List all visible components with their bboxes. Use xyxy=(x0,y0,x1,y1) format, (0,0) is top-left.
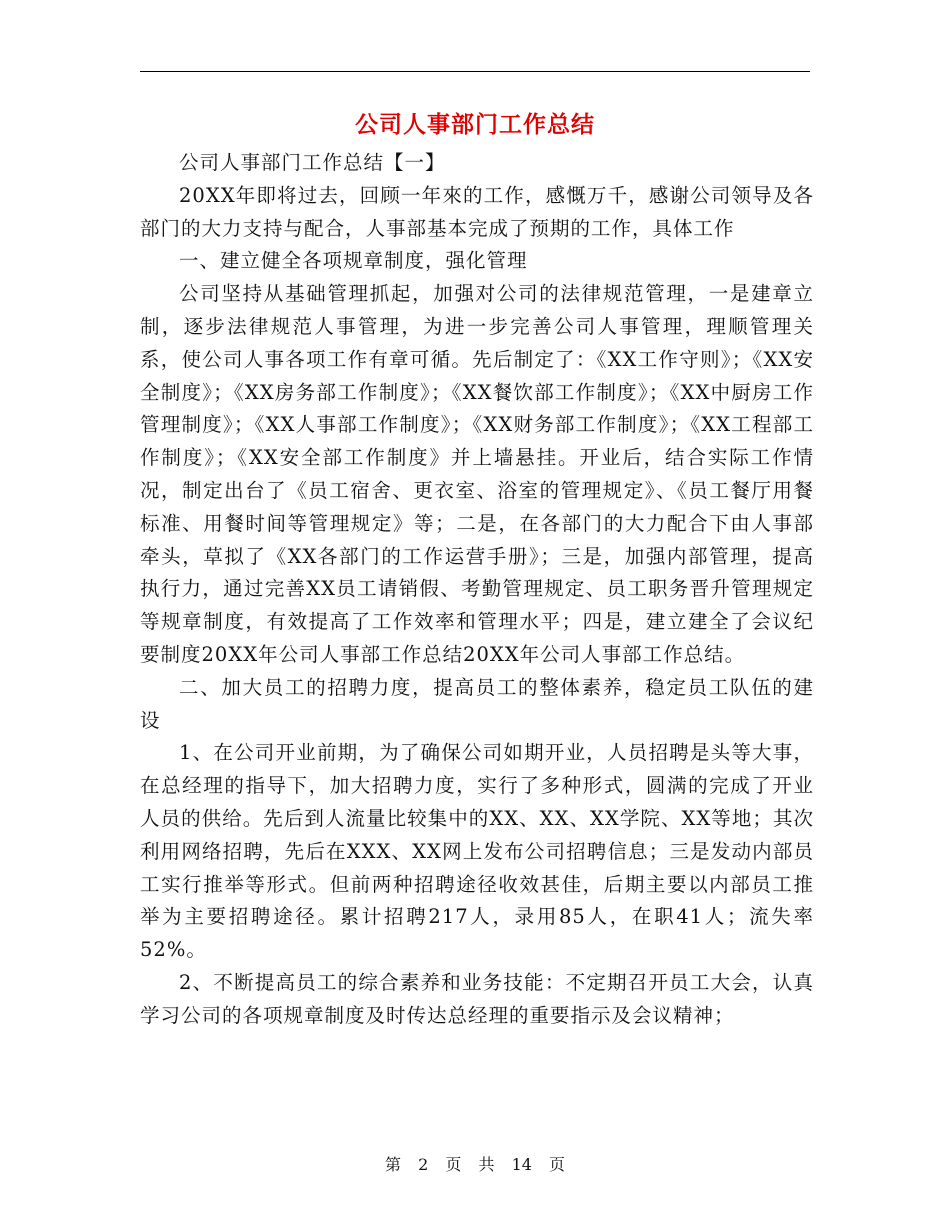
recruitment-paragraph: 1、在公司开业前期，为了确保公司如期开业，人员招聘是头等大事，在总经理的指导下，加大招聘力度，实行了多种形式，圆满的完成了开业人员的供给。先后到人流量比较集中的XX、XX、XX学院、XX等地；其次利用网络招聘，先后在XXX、XX网上发布公司招聘信息；三是发动内部员工实行推举等形式。但前两种招聘途径收效甚佳，后期主要以内部员工推举为主要招聘途径。累计招聘217人，录用85人，在职41人；流失率52%。 xyxy=(140,741,814,962)
page-middle-a: 页 xyxy=(445,1155,462,1174)
section-two-heading: 二、加大员工的招聘力度，提高员工的整体素养，稳定员工队伍的建设 xyxy=(140,675,814,732)
page-current: 2 xyxy=(418,1155,429,1174)
page-prefix: 第 xyxy=(384,1155,401,1174)
page-number-footer xyxy=(0,1153,950,1177)
training-paragraph: 2、不断提高员工的综合素养和业务技能：不定期召开员工大会，认真学习公司的各项规章制度及时传达总经理的重要指示及会议精神； xyxy=(140,970,814,1027)
section-heading: 公司人事部门工作总结【一】 xyxy=(179,151,446,174)
page-total: 14 xyxy=(511,1155,532,1174)
document-body xyxy=(140,147,814,1033)
section-one-heading: 一、建立健全各项规章制度，强化管理 xyxy=(179,249,528,273)
header-rule xyxy=(140,71,810,72)
intro-paragraph: 20XX年即将过去，回顾一年來的工作，感慨万千，感谢公司领导及各部门的大力支持与配合，人事部基本完成了预期的工作，具体工作 xyxy=(140,183,814,240)
page-suffix: 页 xyxy=(549,1155,566,1174)
document-title: 公司人事部门工作总结 xyxy=(355,112,595,138)
page-middle-b: 共 xyxy=(478,1155,495,1174)
section-one-paragraph: 公司坚持从基础管理抓起，加强对公司的法律规范管理，一是建章立制，逐步法律规范人事管理，为进一步完善公司人事管理，理顺管理关系，使公司人事各项工作有章可循。先后制定了：《XX工作守则》；《XX安全制度》；《XX房务部工作制度》；《XX餐饮部工作制度》；《XX中厨房工作管理制度》；《XX人事部工作制度》；《XX财务部工作制度》；《XX工程部工作制度》；《XX安全部工作制度》并上墙悬挂。开业后，结合实际工作情况，制定出台了《员工宿舍、更衣室、浴室的管理规定》、《员工餐厅用餐标准、用餐时间等管理规定》等；二是，在各部门的大力配合下由人事部牵头，草拟了《XX各部门的工作运营手册》；三是，加强内部管理，提高执行力，通过完善XX员工请销假、考勤管理规定、员工职务晋升管理规定等规章制度，有效提高了工作效率和管理水平；四是，建立建全了会议纪要制度20XX年公司人事部工作总结20XX年公司人事部工作总结。 xyxy=(140,282,814,666)
